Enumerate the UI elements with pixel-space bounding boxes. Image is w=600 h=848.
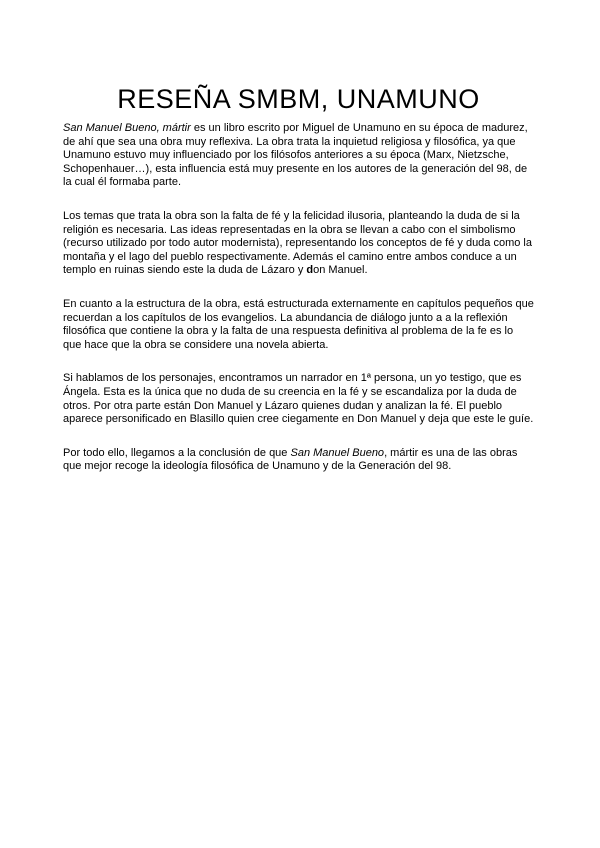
text-segment: Los temas que trata la obra son la falta de fé y la felicidad ilusoria, planteando la duda de si la religión es necesaria. Las ideas representadas en la obra se llevan a cabo con el simbolismo (recurso utilizado por todo autor modernista), representando los conceptos de fé y duda como la montaña y el lago del pueblo respectivamente. Además el camino entre ambos conduce a un templo en ruinas siendo este la duda de Lázaro y (63, 209, 532, 277)
text-segment: es un libro escrito por Miguel de Unamuno en su época de madurez, de ahí que sea una obra muy reflexiva. La obra trata la inquietud religiosa y filosófica, ya que Unamuno estuvo muy influenciado por los filósofos anteriores a su época (Marx, Nietzsche, Schopenhauer…), esta influencia está muy presente en los autores de la generación del 98, de la cual él formaba parte. (63, 122, 528, 189)
text-segment: Si hablamos de los personajes, encontramos un narrador en 1ª persona, un yo testigo, que es Ángela. Esta es la única que no duda de su creencia en la fé y se escandaliza por la duda de otros. Por otra parte están Don Manuel y Lázaro quienes dudan y analizan la fé. El pueblo aparece personificado en Blasillo quien cree ciegamente en Don Manuel y deja que este le guíe. (63, 372, 534, 426)
text-segment: San Manuel Bueno (290, 446, 385, 459)
paragraph (63, 447, 534, 474)
text-segment: San Manuel Bueno, mártir (63, 122, 191, 134)
text-segment: on Manuel. (313, 264, 368, 277)
paragraph (63, 298, 534, 352)
paragraph (63, 372, 534, 426)
document-body (63, 122, 534, 474)
document-title: RESEÑA SMBM, UNAMUNO (117, 84, 480, 114)
text-segment: Por todo ello, llegamos a la conclusión de que (63, 446, 291, 459)
paragraph (63, 210, 534, 278)
text-segment: En cuanto a la estructura de la obra, está estructurada externamente en capítulos pequeños que recuerdan a los capítulos de los evangelios. La abundancia de diálogo junto a a la reflexión filosófica que contiene la obra y la falta de una respuesta definitiva al problema de la fe es lo que hace que la obra se considere una novela abierta. (63, 297, 534, 351)
paragraph (63, 122, 534, 190)
text-segment: , mártir es una de las obras que mejor recoge la ideología filosófica de Unamuno y de la Generación del 98. (63, 446, 518, 473)
text-segment: d (306, 264, 314, 277)
